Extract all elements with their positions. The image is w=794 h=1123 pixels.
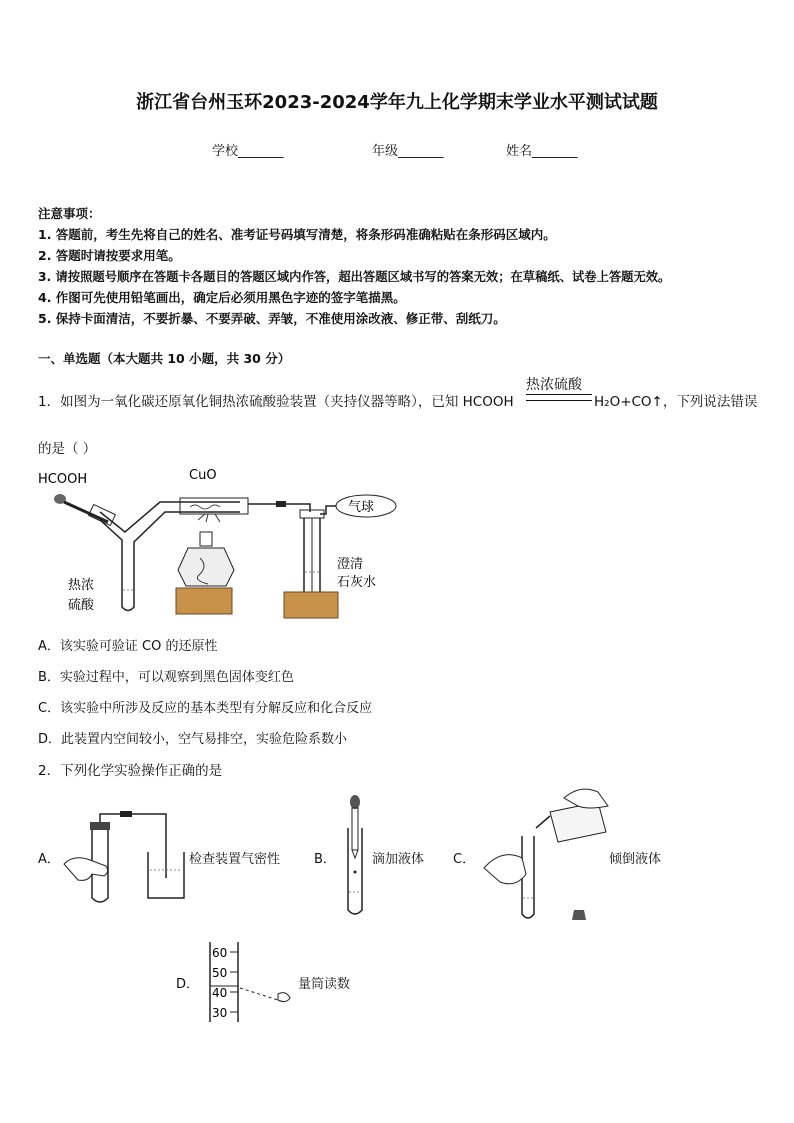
q1-stem-end: 的是（ ）	[38, 441, 97, 457]
pouring-liquid-figure	[480, 786, 610, 926]
dropper-icon	[54, 494, 115, 526]
acid-label-1: 热浓	[68, 578, 95, 593]
alcohol-lamp-icon	[178, 514, 234, 586]
balloon-label: 气球	[348, 500, 375, 515]
q2-option-a-label: 检查装置气密性	[189, 852, 281, 867]
limewater-label-1: 澄清	[337, 557, 364, 572]
hand-icon	[484, 855, 526, 884]
notes-heading: 注意事项：	[38, 206, 101, 221]
airtightness-check-figure	[62, 808, 188, 908]
dropper-bulb-icon	[350, 795, 360, 809]
q2-option-c-letter[interactable]: C．	[453, 852, 476, 867]
limewater-label-2: 石灰水	[337, 575, 377, 590]
dropping-liquid-figure	[340, 792, 370, 920]
name-field: 姓名_______	[506, 144, 578, 159]
acid-label-2: 硫酸	[68, 598, 95, 613]
q1-option-b[interactable]: B．实验过程中，可以观察到黑色固体变红色	[38, 670, 294, 685]
q2-option-d-letter[interactable]: D．	[176, 977, 200, 992]
hand-icon	[564, 789, 608, 808]
note-item: 1. 答题前，考生先将自己的姓名、准考证号码填写清楚，将条形码准确粘贴在条形码区域内。	[38, 227, 556, 242]
q2-option-b-label: 滴加液体	[372, 852, 425, 867]
q1-apparatus-figure	[30, 462, 410, 622]
note-item: 5. 保持卡面清洁，不要折暴、不要弄破、弄皱，不准使用涂改液、修正带、刮纸刀。	[38, 311, 506, 326]
tick-label: 40	[212, 986, 228, 1000]
reaction-arrow	[526, 394, 592, 401]
q2-option-c-label: 倾倒液体	[609, 852, 662, 867]
reaction-condition: 热浓硫酸	[526, 377, 582, 393]
q2-stem: 2．下列化学实验操作正确的是	[38, 763, 223, 779]
tick-label: 60	[212, 946, 228, 960]
note-item: 2. 答题时请按要求用笔。	[38, 248, 181, 263]
hand-icon	[64, 858, 108, 881]
wood-block-right	[284, 592, 338, 618]
q2-option-b-letter[interactable]: B．	[314, 852, 336, 867]
grade-field: 年级_______	[372, 144, 444, 159]
school-field: 学校_______	[212, 144, 284, 159]
wood-block-left	[176, 588, 232, 614]
eye-icon	[278, 993, 290, 1002]
cuo-label: CuO	[189, 468, 217, 483]
hcooh-label: HCOOH	[38, 472, 88, 487]
q1-option-d[interactable]: D．此装置内空间较小，空气易排空，实验危险系数小	[38, 732, 348, 747]
q2-option-a-letter[interactable]: A．	[38, 852, 60, 867]
reaction-products: H₂O+CO↑，下列说法错误	[594, 394, 758, 410]
tick-label: 50	[212, 966, 228, 980]
q1-option-a[interactable]: A．该实验可验证 CO 的还原性	[38, 639, 218, 654]
note-item: 3. 请按照题号顺序在答题卡各题目的答题区域内作答，超出答题区域书写的答案无效；在草稿纸、试卷上答题无效。	[38, 270, 671, 284]
stopper-icon	[572, 910, 586, 920]
note-item: 4. 作图可先使用铅笔画出，确定后必须用黑色字迹的签字笔描黑。	[38, 290, 406, 305]
cylinder-reading-figure	[204, 940, 294, 1026]
section-heading: 一、单选题（本大题共 10 小题，共 30 分）	[38, 351, 291, 366]
tick-label: 30	[212, 1006, 228, 1020]
q2-option-d-label: 量筒读数	[298, 977, 351, 992]
q1-option-c[interactable]: C．该实验中所涉及反应的基本类型有分解反应和化合反应	[38, 701, 373, 716]
page-title: 浙江省台州玉环2023-2024学年九上化学期末学业水平测试试题	[136, 92, 658, 113]
q1-stem: 1．如图为一氧化碳还原氧化铜热浓硫酸验装置（夹持仪器等略），已知 HCOOH	[38, 394, 514, 410]
